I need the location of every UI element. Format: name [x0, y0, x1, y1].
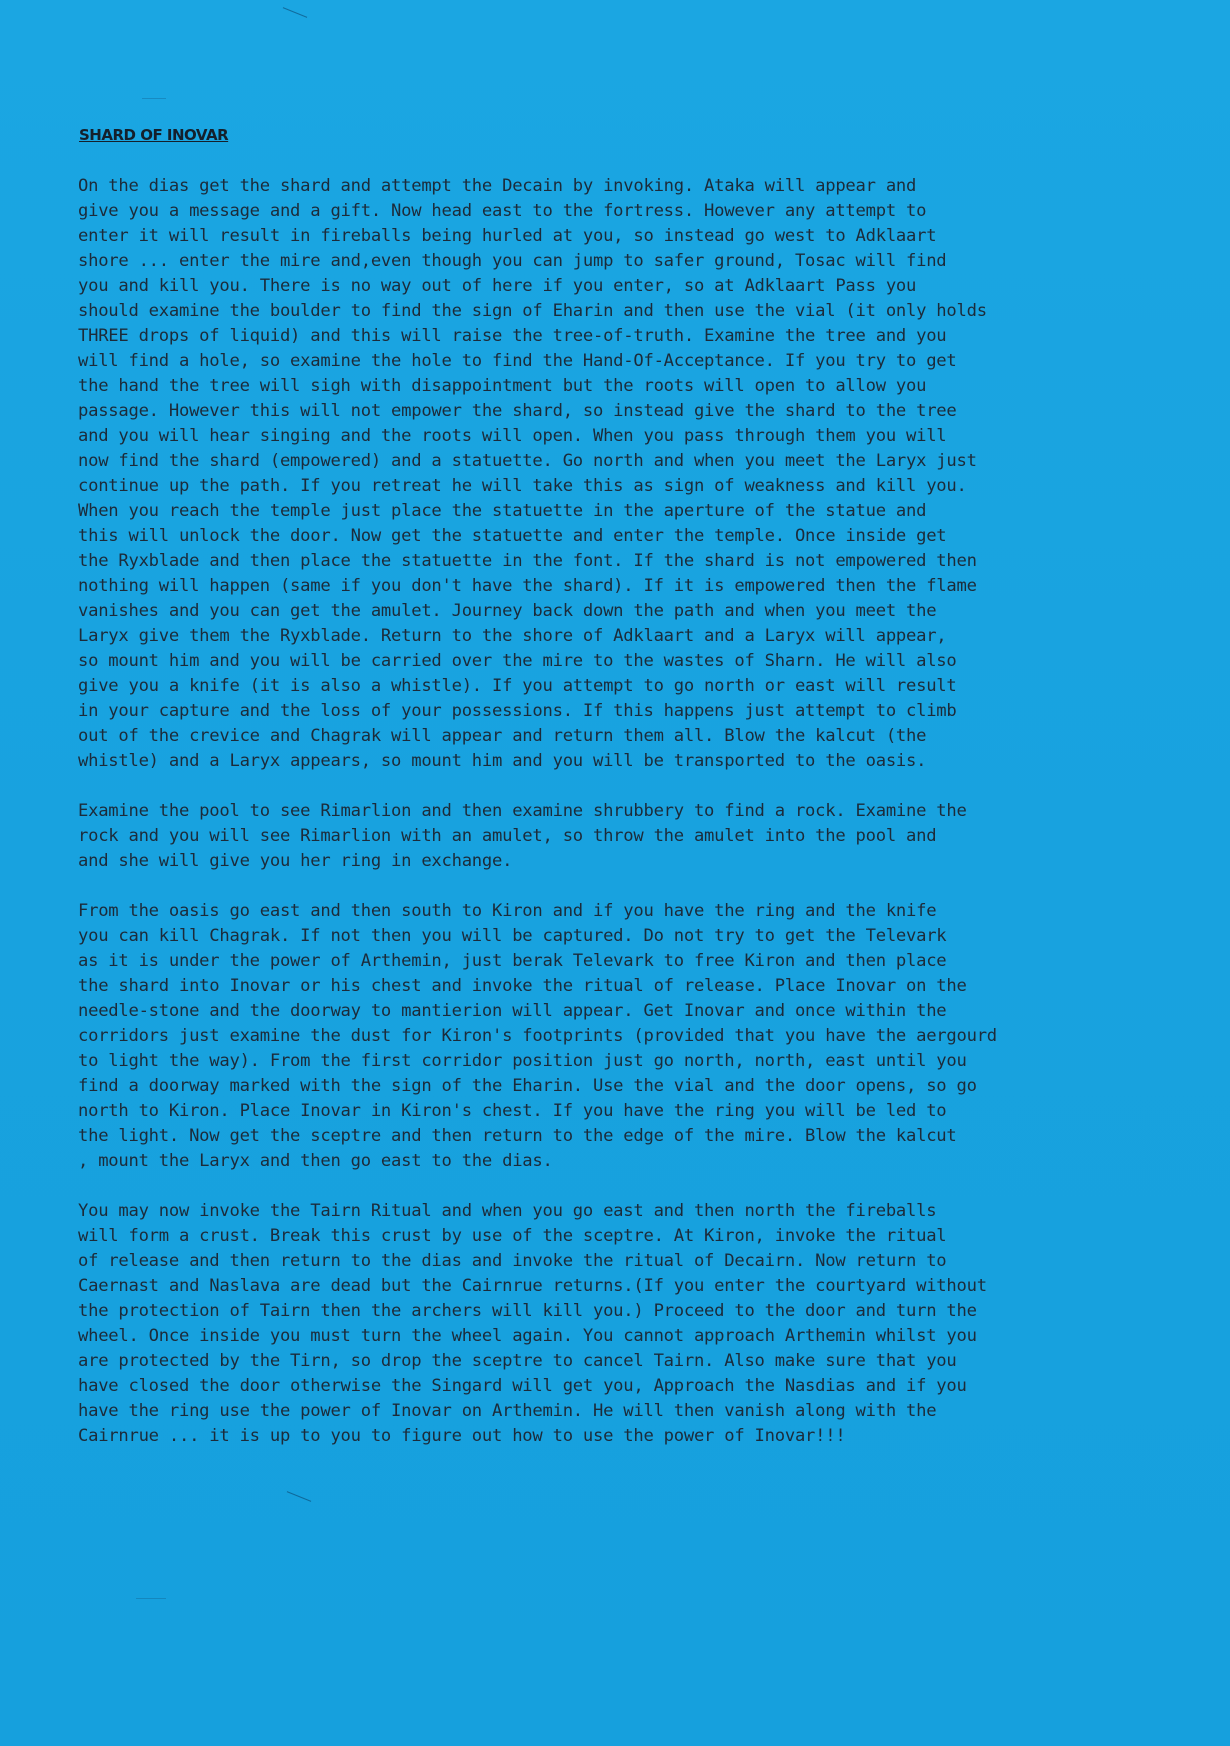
document-title: SHARD OF INOVAR: [79, 126, 229, 144]
scan-mark: [142, 98, 166, 99]
paragraph-2: Examine the pool to see Rimarlion and then examine shrubbery to find a rock. Examine the rock and you will see Rimarlion with an amulet, so throw the amulet into the pool and and she will give you her ring in exchange.: [78, 801, 967, 871]
paragraph-1: On the dias get the shard and attempt the Decain by invoking. Ataka will appear and give you a message and a gift. Now head east to the fortress. However any attempt to enter it will result in fireballs being hurled at you, so instead go west to Adklaart shore ... enter the mire and,even though you can jump to safer ground, Tosac will find you and kill you. There is no way out of here if you enter, so at Adklaart Pass you should examine the boulder to find the sign of Eharin and then use the vial (it only holds THREE drops of liquid) and this will raise the tree-of-truth. Examine the tree and you will find a hole, so examine the hole to find the Hand-Of-Acceptance. If you try to get the hand the tree will sigh with disappointment but the roots will open to allow you passage. However this will not empower the shard, so instead give the shard to the tree and you will hear singing and the roots will open. When you pass through them you will now find the shard (empowered) and a statuette. Go north and when you meet the Laryx just continue up the path. If you retreat he will take this as sign of weakness and kill you. When you reach the temple just place the statuette in the aperture of the statue and this will unlock the door. Now get the statuette and enter the temple. Once inside get the Ryxblade and then place the statuette in the font. If the shard is not empowered then nothing will happen (same if you don't have the shard). If it is empowered then the flame vanishes and you can get the amulet. Journey back down the path and when you meet the Laryx give them the Ryxblade. Return to the shore of Adklaart and a Laryx will appear, so mount him and you will be carried over the mire to the wastes of Sharn. He will also give you a knife (it is also a whistle). If you attempt to go north or east will result in your capture and the loss of your possessions. If this happens just attempt to climb out of the crevice and Chagrak will appear and return them all. Blow the kalcut (the whistle) and a Laryx appears, so mount him and you will be transported to the oasis.: [78, 176, 987, 771]
paragraph-3: From the oasis go east and then south to Kiron and if you have the ring and the knife you can kill Chagrak. If not then you will be captured. Do not try to get the Televark as it is under the power of Arthemin, just berak Televark to free Kiron and then place the shard into Inovar or his chest and invoke the ritual of release. Place Inovar on the needle-stone and the doorway to mantierion will appear. Get Inovar and once within the corridors just examine the dust for Kiron's footprints (provided that you have the aergourd to light the way). From the first corridor position just go north, north, east until you find a doorway marked with the sign of the Eharin. Use the vial and the door opens, so go north to Kiron. Place Inovar in Kiron's chest. If you have the ring you will be led to the light. Now get the sceptre and then return to the edge of the mire. Blow the kalcut , mount the Laryx and then go east to the dias.: [78, 901, 997, 1171]
scan-mark: [287, 1491, 311, 1502]
scan-mark: [283, 7, 307, 18]
scan-mark: [136, 1598, 166, 1599]
document-body: [78, 126, 1218, 1474]
paragraph-4: You may now invoke the Tairn Ritual and when you go east and then north the fireballs will form a crust. Break this crust by use of the sceptre. At Kiron, invoke the ritual of release and then return to the dias and invoke the ritual of Decairn. Now return to Caernast and Naslava are dead but the Cairnrue returns.(If you enter the courtyard without the protection of Tairn then the archers will kill you.) Proceed to the door and turn the wheel. Once inside you must turn the wheel again. You cannot approach Arthemin whilst you are protected by the Tirn, so drop the sceptre to cancel Tairn. Also make sure that you have closed the door otherwise the Singard will get you, Approach the Nasdias and if you have the ring use the power of Inovar on Arthemin. He will then vanish along with the Cairnrue ... it is up to you to figure out how to use the power of Inovar!!!: [78, 1201, 987, 1446]
